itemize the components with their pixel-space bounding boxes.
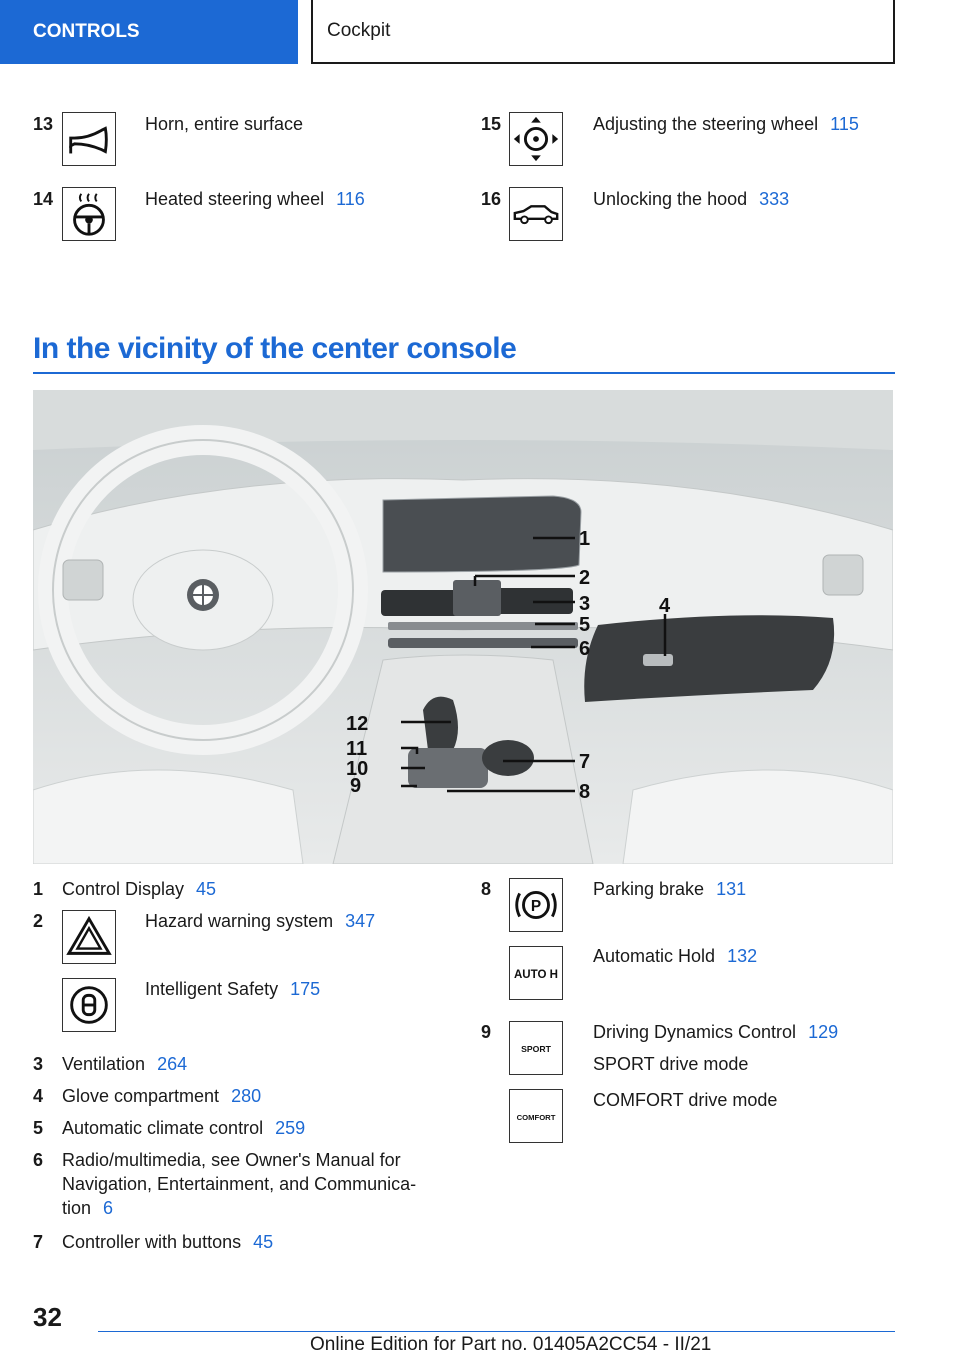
page-link[interactable]: 45 xyxy=(196,879,217,899)
item-label: Automatic climate control xyxy=(62,1118,264,1138)
item-number: 13 xyxy=(33,114,54,134)
parking-brake-icon xyxy=(509,878,563,932)
item-text xyxy=(145,112,303,136)
item-number: 8 xyxy=(481,879,492,899)
section-label: CONTROLS xyxy=(33,21,140,42)
cockpit-illustration xyxy=(33,390,893,864)
callout-label: 5 xyxy=(579,614,591,636)
page-link[interactable]: 131 xyxy=(716,879,747,899)
item-label: Heated steering wheel xyxy=(145,189,325,209)
callout-label: 3 xyxy=(579,593,591,615)
icon-label: COMFORT xyxy=(516,1112,556,1122)
page-link[interactable]: 264 xyxy=(157,1054,188,1074)
item-text xyxy=(593,1088,777,1112)
item-label: Driving Dynamics Control xyxy=(593,1022,797,1042)
page-link[interactable]: 129 xyxy=(808,1022,839,1042)
page-link[interactable]: 116 xyxy=(336,189,365,209)
page-link[interactable]: 175 xyxy=(290,979,321,999)
item-text xyxy=(145,187,365,211)
item-text xyxy=(593,944,757,968)
item-number: 9 xyxy=(481,1022,492,1042)
item-label: Hazard warning system xyxy=(145,911,334,931)
steering-wheel-adjust-icon xyxy=(509,112,563,166)
svg-text:P: P xyxy=(530,897,542,915)
item-text xyxy=(593,1020,838,1076)
page-link[interactable]: 45 xyxy=(253,1232,274,1252)
callout-label: 9 xyxy=(350,775,362,797)
heated-steering-wheel-icon xyxy=(62,187,116,241)
item-text xyxy=(62,877,216,901)
item-number: 2 xyxy=(33,911,44,931)
item-text xyxy=(62,1116,305,1140)
item-number: 6 xyxy=(33,1150,44,1170)
auto-hold-icon xyxy=(509,946,563,1000)
icon-label: AUTO H xyxy=(513,968,559,981)
item-number: 15 xyxy=(481,114,502,134)
item-sublabel: SPORT drive mode xyxy=(593,1054,749,1074)
item-label: Automatic Hold xyxy=(593,946,716,966)
heading-rule xyxy=(33,372,895,374)
callout-label: 4 xyxy=(659,595,671,617)
callout-label: 1 xyxy=(579,528,591,550)
item-label: Horn, entire surface xyxy=(145,114,304,134)
chapter-label: Cockpit xyxy=(327,20,391,41)
page-link[interactable]: 333 xyxy=(759,189,790,209)
section-heading: In the vicinity of the center console xyxy=(33,332,517,365)
item-number: 1 xyxy=(33,879,44,899)
item-number: 14 xyxy=(33,189,54,209)
item-label: Controller with buttons xyxy=(62,1232,242,1252)
page-link[interactable]: 115 xyxy=(830,114,859,134)
cockpit-drawing xyxy=(33,390,893,864)
horn-icon xyxy=(62,112,116,166)
item-label: COMFORT drive mode xyxy=(593,1090,778,1110)
item-text xyxy=(62,1052,187,1076)
item-label: Glove compartment xyxy=(62,1086,220,1106)
callout-label: 8 xyxy=(579,781,591,803)
chapter-tab xyxy=(311,0,895,64)
item-number: 16 xyxy=(481,189,502,209)
item-label: Intelligent Safety xyxy=(145,979,279,999)
item-text xyxy=(593,112,859,136)
callout-label: 10 xyxy=(346,758,369,780)
item-text xyxy=(593,877,746,901)
footer-rule xyxy=(98,1331,895,1332)
item-label-line: Navigation, Entertainment, and Communica- xyxy=(62,1174,417,1194)
edition-text: Online Edition for Part no. 01405A2CC54 - II/21 xyxy=(310,1334,712,1355)
item-number: 7 xyxy=(33,1232,44,1252)
callout-label: 6 xyxy=(579,638,591,660)
item-label: Control Display xyxy=(62,879,185,899)
callout-label: 11 xyxy=(346,738,368,760)
item-label-line: Radio/multimedia, see Owner's Manual for xyxy=(62,1150,401,1170)
callout-label: 12 xyxy=(346,713,369,735)
item-number: 5 xyxy=(33,1118,44,1138)
page-link[interactable]: 280 xyxy=(231,1086,262,1106)
page-link[interactable]: 6 xyxy=(103,1198,114,1218)
item-label: Ventilation xyxy=(62,1054,146,1074)
icon-label: SPORT xyxy=(521,1043,551,1054)
hazard-icon xyxy=(62,910,116,964)
item-text xyxy=(593,187,789,211)
intelligent-safety-icon xyxy=(62,978,116,1032)
item-label-line: tion xyxy=(62,1198,92,1218)
item-label: Adjusting the steering wheel xyxy=(593,114,819,134)
item-text xyxy=(62,1230,273,1254)
item-text xyxy=(62,1148,416,1220)
page-link[interactable]: 347 xyxy=(345,911,376,931)
item-label: Unlocking the hood xyxy=(593,189,748,209)
callout-label: 2 xyxy=(579,567,591,589)
item-text xyxy=(145,909,375,933)
item-label: Parking brake xyxy=(593,879,705,899)
item-number: 4 xyxy=(33,1086,44,1106)
item-number: 3 xyxy=(33,1054,44,1074)
callout-label: 7 xyxy=(579,751,591,773)
page-number: 32 xyxy=(33,1302,62,1332)
page-link[interactable]: 132 xyxy=(727,946,758,966)
item-text xyxy=(145,977,320,1001)
section-tab xyxy=(0,0,298,64)
hood-icon xyxy=(509,187,563,241)
item-text xyxy=(62,1084,261,1108)
comfort-icon xyxy=(509,1089,563,1143)
page-link[interactable]: 259 xyxy=(275,1118,306,1138)
sport-icon xyxy=(509,1021,563,1075)
